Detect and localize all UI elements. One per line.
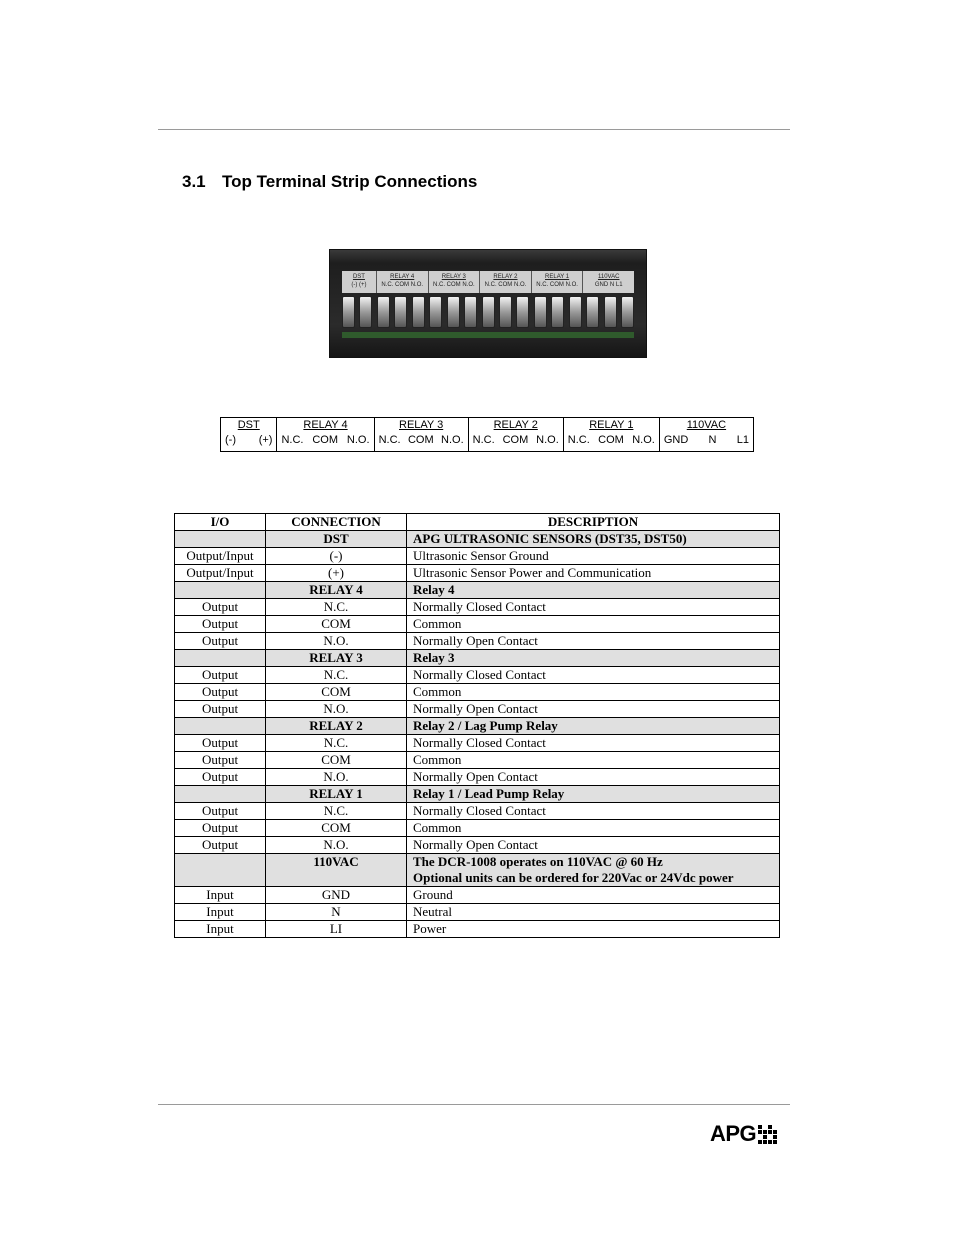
terminal-screw xyxy=(342,296,355,328)
table-section-row xyxy=(175,582,780,599)
cell-connection: COM xyxy=(266,820,407,837)
terminal-strip-diagram xyxy=(220,417,754,452)
table-row xyxy=(175,565,780,582)
table-row xyxy=(175,921,780,938)
description-text: The DCR-1008 operates on 110VAC @ 60 Hz xyxy=(413,854,663,869)
cell-description xyxy=(407,786,780,803)
section-heading xyxy=(182,172,477,192)
description-text: Normally Closed Contact xyxy=(413,599,546,614)
description-text: Power xyxy=(413,921,447,936)
photo-label-pins: N.C. COM N.O. xyxy=(484,282,527,288)
photo-screw-row xyxy=(342,296,634,332)
cell-description xyxy=(407,616,780,633)
photo-label-title: RELAY 4 xyxy=(390,274,415,280)
strip-pin: GND xyxy=(663,434,689,446)
strip-pins xyxy=(564,432,659,447)
footer-rule xyxy=(158,1104,790,1105)
terminal-strip-photo xyxy=(329,249,647,358)
strip-pin: N.O. xyxy=(632,434,655,446)
description-text: Normally Closed Contact xyxy=(413,667,546,682)
description-text: Ultrasonic Sensor Power and Communication xyxy=(413,565,652,580)
strip-group xyxy=(469,418,564,451)
header-connection: CONNECTION xyxy=(266,514,407,531)
cell-connection: N.O. xyxy=(266,633,407,650)
cell-io: Output/Input xyxy=(175,565,266,582)
cell-connection: N.C. xyxy=(266,599,407,616)
photo-label-group xyxy=(342,271,377,293)
strip-group-title: DST xyxy=(237,419,260,431)
cell-connection: N.C. xyxy=(266,667,407,684)
table-row xyxy=(175,803,780,820)
strip-pin: (+) xyxy=(258,434,273,446)
description-text: Neutral xyxy=(413,904,452,919)
description-text: Common xyxy=(413,752,462,767)
photo-label-title: 110VAC xyxy=(597,274,620,280)
table-row xyxy=(175,684,780,701)
strip-group-title: RELAY 3 xyxy=(399,419,444,431)
cell-connection: DST xyxy=(266,531,407,548)
cell-description xyxy=(407,633,780,650)
cell-connection: RELAY 4 xyxy=(266,582,407,599)
cell-connection: COM xyxy=(266,616,407,633)
cell-io: Output xyxy=(175,633,266,650)
description-text: Normally Closed Contact xyxy=(413,735,546,750)
cell-io: Output xyxy=(175,667,266,684)
cell-io xyxy=(175,718,266,735)
description-text: Normally Open Contact xyxy=(413,633,538,648)
cell-io: Output xyxy=(175,684,266,701)
cell-description xyxy=(407,820,780,837)
photo-label-group xyxy=(583,271,634,293)
table-section-row xyxy=(175,854,780,887)
strip-pins xyxy=(375,432,468,447)
terminal-screw xyxy=(551,296,564,328)
strip-pin: N.C. xyxy=(472,434,495,446)
apg-logo-mark xyxy=(758,1125,777,1144)
description-text: Ultrasonic Sensor Ground xyxy=(413,548,549,563)
photo-circuit-board xyxy=(342,332,634,338)
table-row xyxy=(175,837,780,854)
table-section-row xyxy=(175,531,780,548)
cell-description xyxy=(407,803,780,820)
strip-group xyxy=(277,418,374,451)
terminal-screw xyxy=(569,296,582,328)
cell-connection: COM xyxy=(266,752,407,769)
description-text: Common xyxy=(413,820,462,835)
cell-description xyxy=(407,650,780,667)
terminal-screw xyxy=(377,296,390,328)
strip-pin: N.C. xyxy=(378,434,401,446)
cell-description xyxy=(407,701,780,718)
strip-group xyxy=(221,418,277,451)
photo-label-group xyxy=(532,271,584,293)
description-text-line2: Optional units can be ordered for 220Vac or 24Vdc power xyxy=(413,870,734,885)
terminal-screw xyxy=(394,296,407,328)
photo-label-pins: GND N L1 xyxy=(594,282,623,288)
terminal-screw xyxy=(621,296,634,328)
strip-pin: N xyxy=(708,434,717,446)
cell-connection: (+) xyxy=(266,565,407,582)
terminal-screw xyxy=(586,296,599,328)
table-row xyxy=(175,633,780,650)
table-row xyxy=(175,599,780,616)
cell-io: Output xyxy=(175,616,266,633)
cell-description xyxy=(407,582,780,599)
description-text: Relay 4 xyxy=(413,582,455,597)
cell-io: Output xyxy=(175,837,266,854)
cell-description xyxy=(407,854,780,887)
table-header-row xyxy=(175,514,780,531)
strip-group-title: 110VAC xyxy=(686,419,727,431)
cell-connection: N.C. xyxy=(266,735,407,752)
description-text: Relay 2 / Lag Pump Relay xyxy=(413,718,558,733)
strip-pins xyxy=(221,432,276,447)
table-row xyxy=(175,548,780,565)
strip-pins xyxy=(660,432,753,447)
header-description: DESCRIPTION xyxy=(407,514,780,531)
description-text: Relay 3 xyxy=(413,650,455,665)
strip-group xyxy=(375,418,469,451)
cell-description xyxy=(407,548,780,565)
table-row xyxy=(175,701,780,718)
apg-logo-text: APG xyxy=(710,1121,757,1146)
cell-connection: 110VAC xyxy=(266,854,407,887)
strip-group-title: RELAY 4 xyxy=(303,419,348,431)
cell-io xyxy=(175,786,266,803)
strip-pins xyxy=(469,432,563,447)
photo-label-band xyxy=(342,271,634,293)
section-number: 3.1 xyxy=(182,172,206,191)
cell-io: Output xyxy=(175,599,266,616)
cell-connection: N xyxy=(266,904,407,921)
cell-description xyxy=(407,921,780,938)
cell-connection: RELAY 3 xyxy=(266,650,407,667)
cell-description xyxy=(407,599,780,616)
cell-io: Input xyxy=(175,904,266,921)
photo-label-title: RELAY 2 xyxy=(493,274,518,280)
photo-label-pins: (-) (+) xyxy=(351,282,367,288)
terminal-screw xyxy=(516,296,529,328)
strip-pin: COM xyxy=(312,434,339,446)
cell-connection: COM xyxy=(266,684,407,701)
description-text: Relay 1 / Lead Pump Relay xyxy=(413,786,565,801)
cell-io: Input xyxy=(175,887,266,904)
cell-io: Output xyxy=(175,820,266,837)
description-text: APG ULTRASONIC SENSORS (DST35, DST50) xyxy=(413,531,687,546)
cell-io xyxy=(175,854,266,887)
cell-connection: RELAY 1 xyxy=(266,786,407,803)
photo-label-group xyxy=(429,271,481,293)
cell-description xyxy=(407,735,780,752)
photo-label-pins: N.C. COM N.O. xyxy=(536,282,578,288)
header-rule xyxy=(158,129,790,130)
description-text: Common xyxy=(413,616,462,631)
cell-connection: (-) xyxy=(266,548,407,565)
terminal-screw xyxy=(412,296,425,328)
cell-connection: N.O. xyxy=(266,701,407,718)
photo-label-title: DST xyxy=(352,274,365,280)
strip-pin: N.O. xyxy=(536,434,559,446)
strip-pin: COM xyxy=(407,434,434,446)
cell-connection: N.C. xyxy=(266,803,407,820)
cell-description xyxy=(407,718,780,735)
strip-pin: N.O. xyxy=(346,434,370,446)
description-text: Normally Open Contact xyxy=(413,769,538,784)
apg-logo xyxy=(710,1121,777,1147)
cell-io: Output xyxy=(175,769,266,786)
photo-label-pins: N.C. COM N.O. xyxy=(381,282,424,288)
table-row xyxy=(175,735,780,752)
table-row xyxy=(175,616,780,633)
description-text: Normally Open Contact xyxy=(413,837,538,852)
description-text: Ground xyxy=(413,887,453,902)
cell-description xyxy=(407,565,780,582)
cell-io: Output/Input xyxy=(175,548,266,565)
terminal-screw xyxy=(359,296,372,328)
cell-description xyxy=(407,667,780,684)
terminal-screw xyxy=(464,296,477,328)
terminal-screw xyxy=(499,296,512,328)
photo-label-title: RELAY 1 xyxy=(545,274,570,280)
photo-label-title: RELAY 3 xyxy=(441,274,466,280)
cell-io xyxy=(175,531,266,548)
connections-table xyxy=(174,513,780,938)
cell-connection: RELAY 2 xyxy=(266,718,407,735)
strip-pin: N.C. xyxy=(567,434,590,446)
description-text: Common xyxy=(413,684,462,699)
cell-description xyxy=(407,837,780,854)
terminal-screw xyxy=(429,296,442,328)
strip-pins xyxy=(277,432,373,447)
table-section-row xyxy=(175,650,780,667)
strip-pin: COM xyxy=(598,434,624,446)
cell-io: Output xyxy=(175,701,266,718)
cell-io: Input xyxy=(175,921,266,938)
strip-pin: L1 xyxy=(736,434,749,446)
table-row xyxy=(175,887,780,904)
strip-pin: N.C. xyxy=(281,434,304,446)
cell-description xyxy=(407,887,780,904)
cell-io xyxy=(175,650,266,667)
cell-connection: N.O. xyxy=(266,837,407,854)
cell-description xyxy=(407,752,780,769)
strip-group xyxy=(660,418,753,451)
strip-pin: (-) xyxy=(225,434,236,446)
terminal-screw xyxy=(604,296,617,328)
terminal-screw xyxy=(447,296,460,328)
cell-io xyxy=(175,582,266,599)
table-row xyxy=(175,752,780,769)
strip-pin: N.O. xyxy=(441,434,464,446)
cell-description xyxy=(407,904,780,921)
cell-description xyxy=(407,769,780,786)
cell-connection: GND xyxy=(266,887,407,904)
connections-table-body xyxy=(175,531,780,938)
description-text: Normally Closed Contact xyxy=(413,803,546,818)
strip-group-title: RELAY 2 xyxy=(493,419,538,431)
strip-pin: COM xyxy=(502,434,529,446)
cell-connection: N.O. xyxy=(266,769,407,786)
photo-label-pins: N.C. COM N.O. xyxy=(433,282,475,288)
cell-io: Output xyxy=(175,752,266,769)
table-row xyxy=(175,769,780,786)
cell-connection: LI xyxy=(266,921,407,938)
table-row xyxy=(175,667,780,684)
strip-group xyxy=(564,418,660,451)
table-row xyxy=(175,904,780,921)
table-section-row xyxy=(175,718,780,735)
description-text: Normally Open Contact xyxy=(413,701,538,716)
photo-label-group xyxy=(480,271,532,293)
photo-label-group xyxy=(377,271,429,293)
header-io: I/O xyxy=(175,514,266,531)
terminal-screw xyxy=(482,296,495,328)
terminal-screw xyxy=(534,296,547,328)
cell-io: Output xyxy=(175,735,266,752)
cell-description xyxy=(407,531,780,548)
section-title: Top Terminal Strip Connections xyxy=(222,172,478,191)
table-section-row xyxy=(175,786,780,803)
cell-io: Output xyxy=(175,803,266,820)
strip-group-title: RELAY 1 xyxy=(589,419,634,431)
table-row xyxy=(175,820,780,837)
cell-description xyxy=(407,684,780,701)
